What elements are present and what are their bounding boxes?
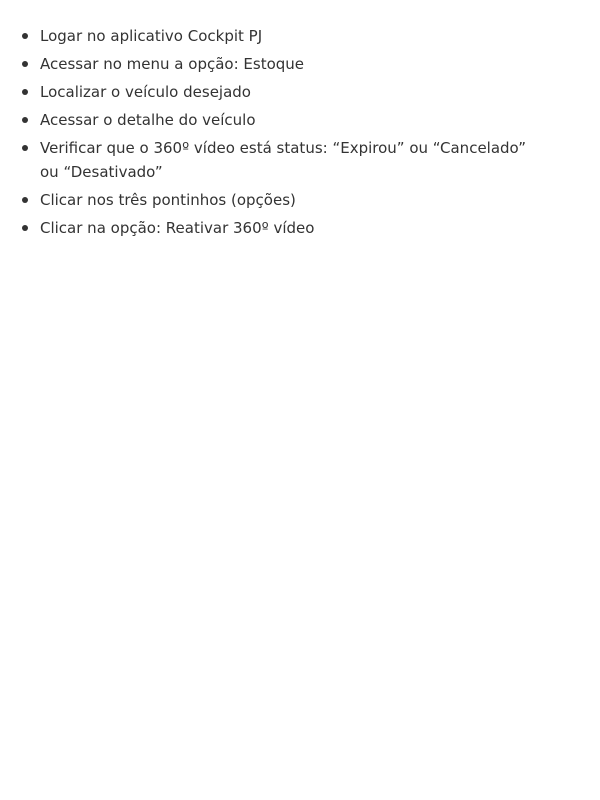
list-item: Verificar que o 360º vídeo está status: “Expirou” ou “Cancelado” ou “Desativado” [40, 136, 540, 184]
list-item: Acessar o detalhe do veículo [40, 108, 540, 132]
list-item: Clicar nos três pontinhos (opções) [40, 188, 540, 212]
steps-list [0, 0, 600, 240]
list-item: Logar no aplicativo Cockpit PJ [40, 24, 540, 48]
list-item: Acessar no menu a opção: Estoque [40, 52, 540, 76]
list-item: Clicar na opção: Reativar 360º vídeo [40, 216, 540, 240]
list-item: Localizar o veículo desejado [40, 80, 540, 104]
